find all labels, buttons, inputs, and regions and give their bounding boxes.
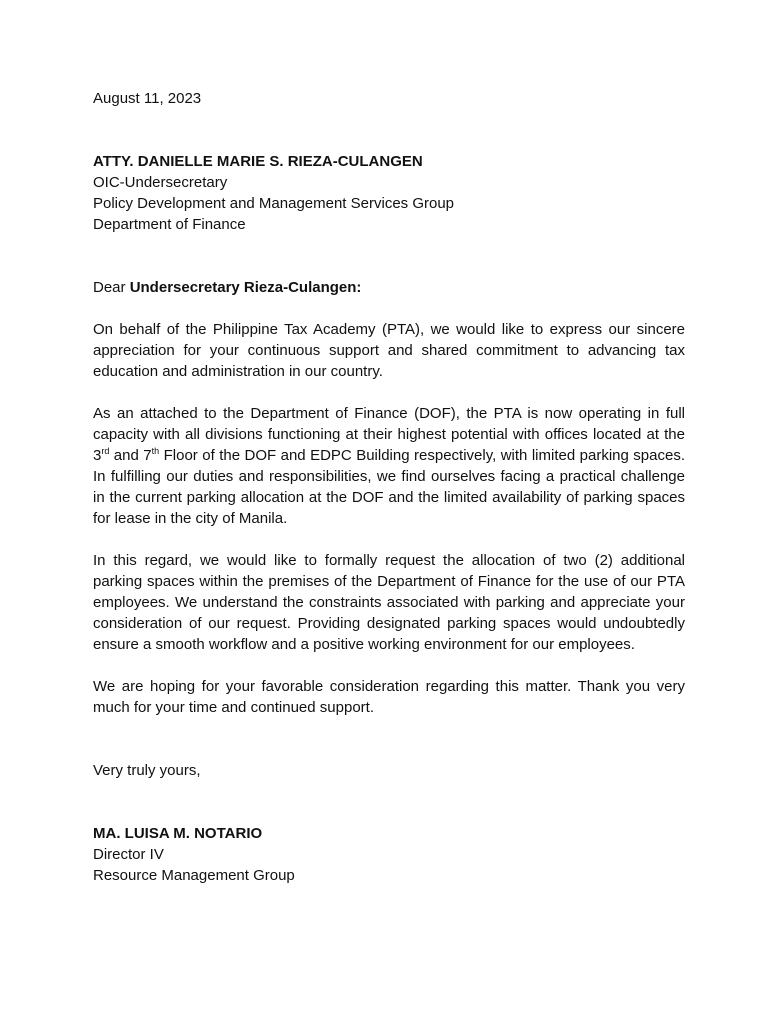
salutation — [93, 277, 685, 298]
paragraph-3: In this regard, we would like to formally request the allocation of two (2) additional parking spaces within the premises of the Department of Finance for the use of our PTA employees. We understand the constraints associated with parking and appreciate your consideration of our request. Providing designated parking spaces would undoubtedly ensure a smooth workflow and a positive working environment for our employees. — [93, 552, 685, 653]
paragraph-2-part-b: and 7 — [109, 447, 152, 464]
paragraph-2-part-a: As an attached to the Department of Finance (DOF), the PTA is now operating in full capacity with all divisions functioning at their highest potential with offices located at the 3 — [93, 405, 685, 464]
ordinal-suffix-rd: rd — [101, 446, 110, 456]
ordinal-suffix-th: th — [151, 446, 160, 456]
recipient-department: Department of Finance — [93, 216, 246, 233]
salutation-prefix: Dear — [93, 279, 130, 296]
letter — [93, 88, 685, 886]
paragraph-1: On behalf of the Philippine Tax Academy (PTA), we would like to express our sincere appreciation for your continuous support and shared commitment to advancing tax education and administration in our country. — [93, 321, 685, 380]
letter-date: August 11, 2023 — [93, 90, 202, 107]
signatory-title: Director IV — [93, 846, 164, 863]
recipient-title: OIC-Undersecretary — [93, 174, 228, 191]
recipient-group: Policy Development and Management Services Group — [93, 195, 455, 212]
signatory-group: Resource Management Group — [93, 867, 295, 884]
paragraph-4: We are hoping for your favorable consideration regarding this matter. Thank you very much for your time and continued support. — [93, 678, 685, 716]
paragraph-2 — [93, 403, 685, 529]
salutation-name: Undersecretary Rieza-Culangen: — [129, 279, 362, 296]
recipient-block — [93, 151, 685, 235]
signatory-name: MA. LUISA M. NOTARIO — [93, 825, 263, 842]
recipient-name: ATTY. DANIELLE MARIE S. RIEZA-CULANGEN — [93, 153, 423, 170]
paragraph-2-part-c: Floor of the DOF and EDPC Building respectively, with limited parking spaces. In fulfilling our duties and responsibilities, we find ourselves facing a practical challenge in the current parking allocation at the DOF and the limited availability of parking spaces for lease in the city of Manila. — [93, 447, 685, 527]
signatory-block — [93, 823, 685, 886]
closing: Very truly yours, — [93, 762, 201, 779]
